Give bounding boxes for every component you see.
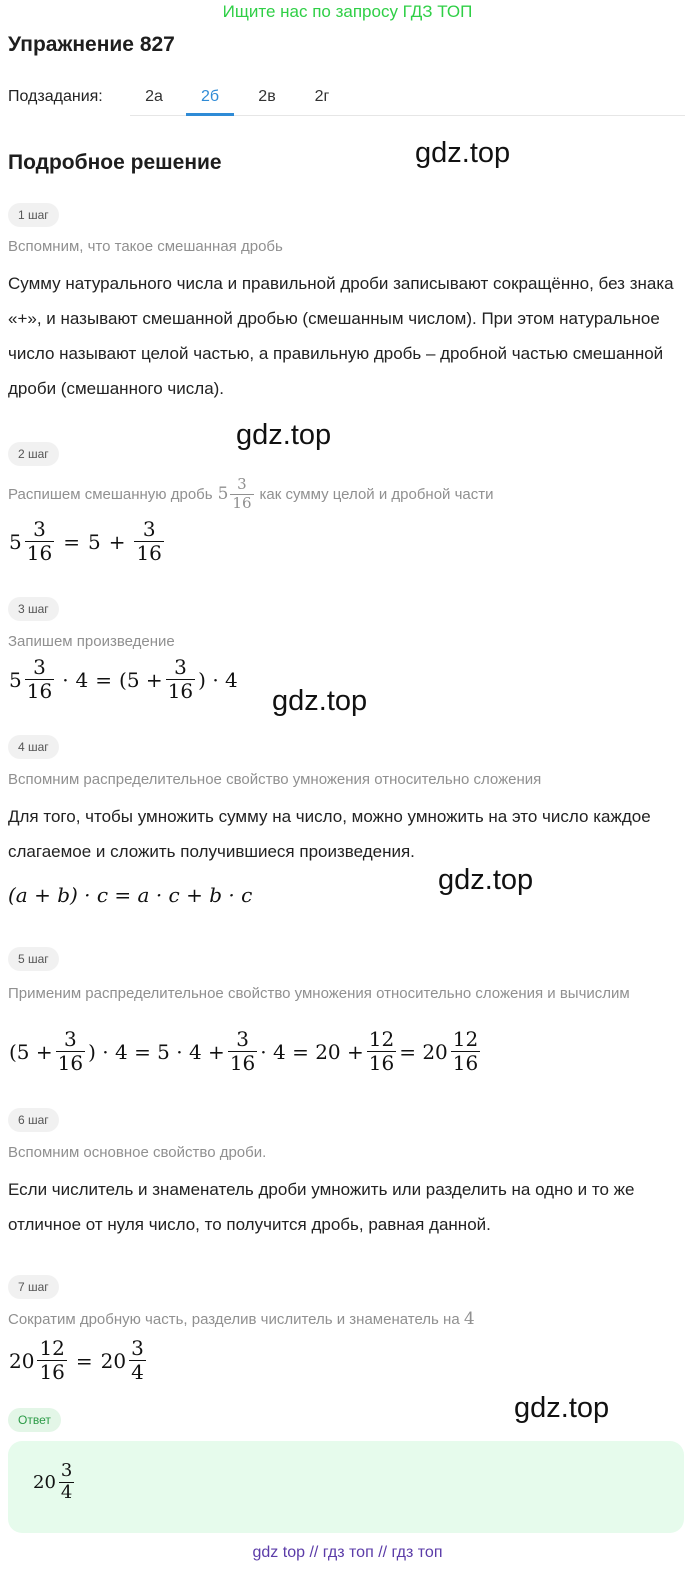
numerator: 3 <box>33 517 46 541</box>
fraction <box>37 1337 66 1384</box>
numerator: 12 <box>452 1027 479 1051</box>
step-hint <box>8 1309 475 1329</box>
numerator: 12 <box>39 1336 65 1360</box>
numerator: 3 <box>142 517 156 541</box>
numerator: 3 <box>60 1460 73 1481</box>
fraction <box>59 1461 74 1503</box>
footer-link[interactable]: gdz top <box>252 1544 305 1561</box>
footer-link[interactable]: гдз топ <box>391 1544 443 1561</box>
fraction <box>129 1337 146 1384</box>
tab-2b[interactable]: 2б <box>200 88 220 105</box>
denominator: 4 <box>131 1360 144 1384</box>
numerator: 3 <box>64 1027 77 1051</box>
step-hint: Вспомним распределительное свойство умножения относительно сложения <box>8 771 542 788</box>
answer-badge: Ответ <box>8 1408 61 1432</box>
math-term: 20 <box>100 1348 127 1373</box>
numerator: 12 <box>368 1027 395 1051</box>
formula <box>8 1337 148 1384</box>
numerator: 3 <box>174 655 187 679</box>
watermark: gdz.top <box>514 1392 610 1424</box>
hint-text: как сумму целой и дробной части <box>259 485 494 503</box>
numerator: 3 <box>33 655 46 679</box>
footer-links <box>0 1544 695 1562</box>
step-badge: 5 шаг <box>8 947 59 971</box>
numerator: 3 <box>237 475 247 494</box>
step-text: Если числитель и знаменатель дроби умножить или разделить на одно и то же отличное от нуля число, то получится дробь, равная данной. <box>8 1180 635 1234</box>
step-badge: 2 шаг <box>8 442 59 466</box>
top-banner: Ищите нас по запросу ГДЗ ТОП <box>222 2 473 21</box>
denominator: 16 <box>232 493 252 512</box>
step-badge: 3 шаг <box>8 597 59 621</box>
denominator: 16 <box>136 541 162 565</box>
tab-2g[interactable]: 2г <box>314 88 330 105</box>
fraction <box>56 1028 85 1075</box>
step-badge: 1 шаг <box>8 203 59 227</box>
footer-separator: // <box>309 1544 319 1561</box>
step-hint <box>8 472 494 516</box>
math-term: ) · 4 <box>198 667 238 692</box>
step-hint: Применим распределительное свойство умножения относительно сложения и вычислим <box>8 985 630 1002</box>
math-term: = <box>63 529 80 554</box>
mixed-whole: 5 <box>217 484 229 504</box>
denominator: 16 <box>26 679 53 703</box>
page-title: Упражнение 827 <box>8 33 175 56</box>
math-term: 5 <box>9 529 22 554</box>
footer-link[interactable]: гдз топ <box>322 1544 374 1561</box>
numerator: 3 <box>131 1336 144 1360</box>
fraction <box>25 518 54 565</box>
math-term: ) · 4 = 5 · 4 + <box>88 1039 225 1064</box>
math-term: 20 <box>9 1348 35 1373</box>
formula <box>8 1028 482 1075</box>
answer-formula <box>32 1461 76 1503</box>
formula: (a + b) · c = a · c + b · c <box>8 883 253 907</box>
mixed-fraction <box>230 476 253 512</box>
math-term: 5 <box>9 667 22 692</box>
fraction <box>451 1028 480 1075</box>
watermark: gdz.top <box>415 137 511 169</box>
denominator: 16 <box>452 1051 479 1075</box>
denominator: 4 <box>60 1481 73 1503</box>
fraction <box>367 1028 396 1075</box>
math-term: · 4 = 20 + <box>260 1039 364 1064</box>
denominator: 16 <box>368 1051 395 1075</box>
denominator: 16 <box>57 1051 84 1075</box>
step-hint: Вспомним основное свойство дроби. <box>8 1144 267 1161</box>
math-term: 5 <box>87 529 101 554</box>
footer-separator: // <box>378 1544 388 1561</box>
watermark: gdz.top <box>272 685 368 717</box>
step-badge: 6 шаг <box>8 1108 59 1132</box>
step-badge: 7 шаг <box>8 1275 59 1299</box>
fraction <box>134 518 163 565</box>
math-term: = <box>75 1348 93 1373</box>
step-text: Сумму натурального числа и правильной дроби записывают сокращённо, без знака «+», и называют смешанной дробью (смешанным числом). При этом натуральное число называют целой частью, а правильную дробь – дробной частью смешанной дроби (смешанного числа). <box>8 274 674 398</box>
hint-text: Сократим дробную часть, разделив числитель и знаменатель на <box>8 1311 460 1328</box>
math-term: = <box>95 667 113 692</box>
fraction <box>166 656 195 703</box>
fraction <box>25 656 54 703</box>
math-term: + <box>108 529 126 554</box>
denominator: 16 <box>167 679 194 703</box>
fraction <box>228 1028 257 1075</box>
denominator: 16 <box>26 541 53 565</box>
denominator: 16 <box>39 1360 65 1384</box>
formula <box>8 518 166 565</box>
math-term: 4 <box>75 667 89 692</box>
math-term: = 20 <box>399 1039 448 1064</box>
answer-box <box>8 1441 684 1533</box>
section-title: Подробное решение <box>8 151 222 174</box>
step-hint: Запишем произведение <box>8 633 175 650</box>
subtasks-label: Подзадания: <box>8 88 103 105</box>
tab-2a[interactable]: 2а <box>145 88 163 105</box>
math-term: (5 + <box>9 1039 53 1064</box>
step-badge: 4 шаг <box>8 735 59 759</box>
math-term: · <box>62 667 69 692</box>
math-term: 20 <box>33 1471 56 1493</box>
tab-2v[interactable]: 2в <box>258 88 276 105</box>
step-text: Для того, чтобы умножить сумму на число, можно умножить на это число каждое слагаемое и сложить получившиеся произведения. <box>8 807 651 861</box>
numerator: 3 <box>236 1027 249 1051</box>
active-tab-indicator <box>186 113 234 116</box>
formula <box>8 656 239 703</box>
hint-number: 4 <box>463 1309 475 1329</box>
watermark: gdz.top <box>236 419 332 451</box>
step-hint: Вспомним, что такое смешанная дробь <box>8 238 283 255</box>
watermark: gdz.top <box>438 864 534 896</box>
hint-text: Распишем смешанную дробь <box>8 485 213 503</box>
math-term: (5 + <box>119 667 163 692</box>
denominator: 16 <box>229 1051 256 1075</box>
